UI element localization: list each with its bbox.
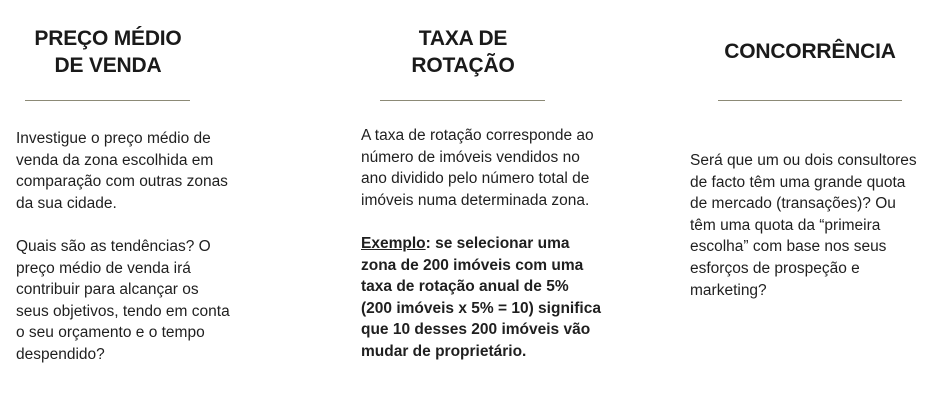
example-paragraph: [361, 233, 601, 363]
heading-preco-medio: [28, 25, 188, 79]
divider: [380, 100, 545, 101]
column-body: [690, 150, 925, 301]
example-text: : se selecionar uma zona de 200 imóveis com uma taxa de rotação anual de 5% (200 imóveis x 5% = 10) significa que 10 desses 200 imóveis vão mudar de proprietário.: [361, 234, 601, 360]
heading-line-2: DE VENDA: [54, 54, 162, 77]
heading-line-1: TAXA DE: [418, 27, 508, 50]
heading-concorrencia: [700, 38, 920, 65]
example-label: Exemplo: [361, 234, 426, 252]
paragraph: Investigue o preço médio de venda da zona escolhida em comparação com outras zonas da sua cidade.: [16, 130, 228, 212]
paragraph: A taxa de rotação corresponde ao número de imóveis vendidos no ano dividido pelo número total de imóveis numa determinada zona.: [361, 127, 594, 209]
column-body: [361, 125, 607, 363]
heading-taxa-rotacao: [383, 25, 543, 79]
heading-line-1: CONCORRÊNCIA: [724, 40, 896, 63]
column-body: [16, 128, 234, 366]
paragraph: Será que um ou dois consultores de facto têm uma grande quota de mercado (transações)? Ou têm uma quota da “primeira escolha” com base nos seus esforços de prospeção e marketing?: [690, 152, 917, 299]
heading-line-1: PREÇO MÉDIO: [34, 27, 182, 50]
paragraph: Quais são as tendências? O preço médio de venda irá contribuir para alcançar os seus objetivos, tendo em conta o seu orçamento e o tempo despendido?: [16, 237, 230, 363]
divider: [718, 100, 902, 101]
heading-line-2: ROTAÇÃO: [411, 54, 515, 77]
divider: [25, 100, 190, 101]
